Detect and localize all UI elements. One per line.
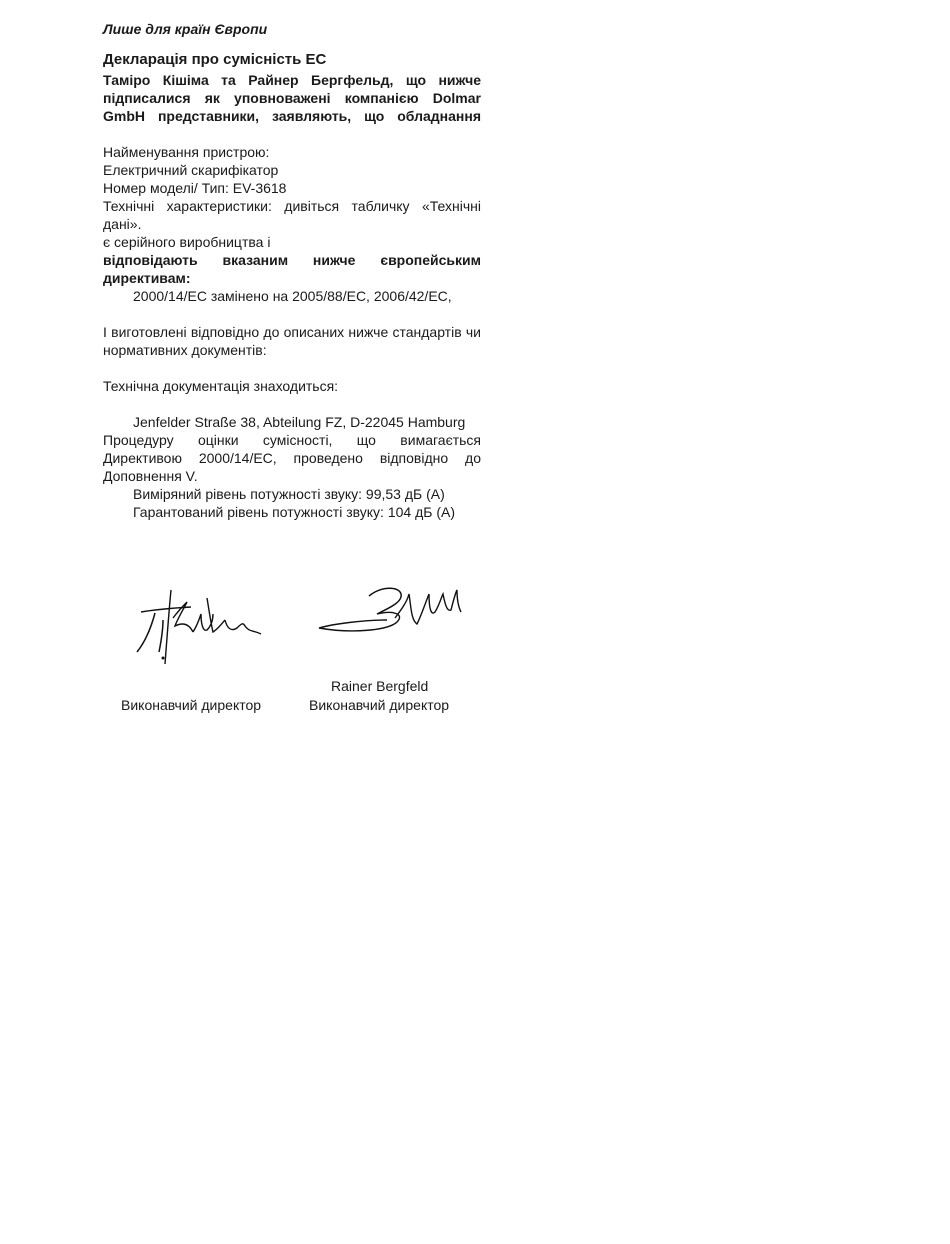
device-conforms: відповідають вказаним нижче європейським директивам: <box>103 252 481 286</box>
declaration-title: Декларація про сумісність ЕС <box>103 51 327 68</box>
signatory-name-right: Rainer Bergfeld <box>331 678 429 694</box>
signatory-title-right: Виконавчий директор <box>309 697 450 713</box>
documentation-address: Jenfelder Straße 38, Abteilung FZ, D-22045 Hamburg <box>133 414 466 430</box>
declaration-intro: Таміро Кішіма та Райнер Бергфельд, що нижче підписалися як уповноважені компанією Dolmar GmbH представники, заявляють, що обладнання <box>103 72 481 124</box>
signature-right-image <box>313 580 463 650</box>
declaration-document <box>103 18 481 521</box>
measured-sound-level: Виміряний рівень потужності звуку: 99,53 дБ (A) <box>133 486 445 502</box>
signature-left-image <box>133 580 263 670</box>
signature-block <box>103 580 481 720</box>
device-directives: 2000/14/EC замінено на 2005/88/EC, 2006/42/EC, <box>133 288 452 304</box>
guaranteed-sound-level: Гарантований рівень потужності звуку: 104 дБ (A) <box>133 504 455 520</box>
device-model: Номер моделі/ Тип: EV-3618 <box>103 180 287 196</box>
device-specs: Технічні характеристики: дивіться табличку «Технічні дані». <box>103 198 481 232</box>
device-serial: є серійного виробництва і <box>103 234 271 250</box>
region-label: Лише для країн Європи <box>103 21 268 37</box>
standards-text: І виготовлені відповідно до описаних нижче стандартів чи нормативних документів: <box>103 324 481 358</box>
documentation-label: Технічна документація знаходиться: <box>103 378 339 394</box>
conformity-procedure: Процедуру оцінки сумісності, що вимагається Директивою 2000/14/ЕС, проведено відповідно до Доповнення V. <box>103 432 481 484</box>
device-designation-label: Найменування пристрою: <box>103 144 270 160</box>
device-designation-value: Електричний скарифікатор <box>103 162 279 178</box>
signatory-title-left: Виконавчий директор <box>121 697 262 713</box>
